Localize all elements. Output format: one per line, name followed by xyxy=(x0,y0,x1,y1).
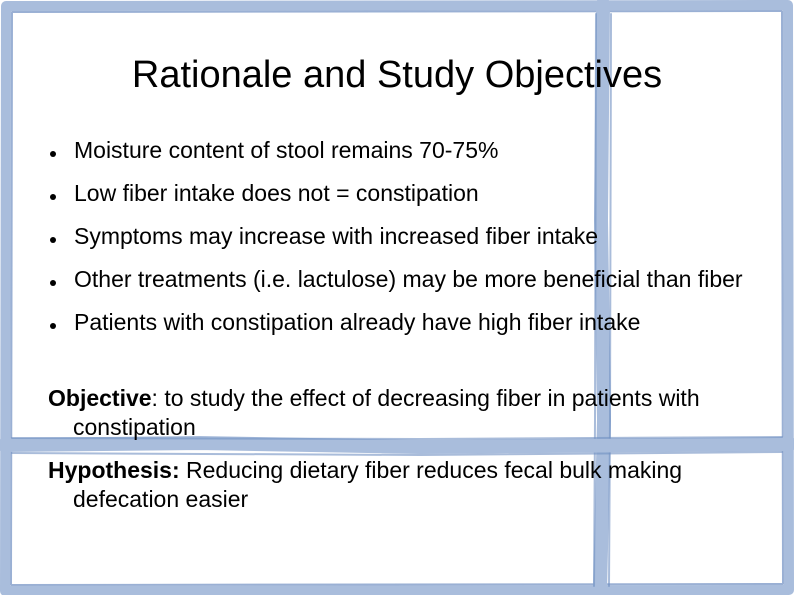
bullet-dot-icon xyxy=(50,323,56,329)
bullet-dot-icon xyxy=(50,151,56,157)
hypothesis-text: Reducing dietary fiber reduces fecal bulk making defecation easier xyxy=(73,457,683,512)
objective-paragraph xyxy=(48,384,773,442)
hypothesis-label: Hypothesis: xyxy=(48,457,180,483)
bullet-text: Low fiber intake does not = constipation xyxy=(74,180,479,206)
hypothesis-paragraph xyxy=(48,456,773,514)
bullet-text: Other treatments (i.e. lactulose) may be more beneficial than fiber xyxy=(74,266,743,292)
bullet-text: Patients with constipation already have high fiber intake xyxy=(74,309,641,335)
bullet-item xyxy=(48,265,748,294)
slide-title: Rationale and Study Objectives xyxy=(131,54,663,96)
objective-text: : to study the effect of decreasing fiber in patients with constipation xyxy=(73,385,700,440)
bullet-item xyxy=(48,136,748,165)
bullet-text: Symptoms may increase with increased fiber intake xyxy=(74,223,599,249)
bullet-dot-icon xyxy=(50,237,56,243)
bullet-dot-icon xyxy=(50,280,56,286)
rationale-bullet-list xyxy=(48,136,748,351)
bullet-item xyxy=(48,179,748,208)
objective-label: Objective xyxy=(48,385,152,411)
bullet-item xyxy=(48,222,748,251)
bullet-item xyxy=(48,308,748,337)
bullet-dot-icon xyxy=(50,194,56,200)
bullet-text: Moisture content of stool remains 70-75% xyxy=(74,137,499,163)
